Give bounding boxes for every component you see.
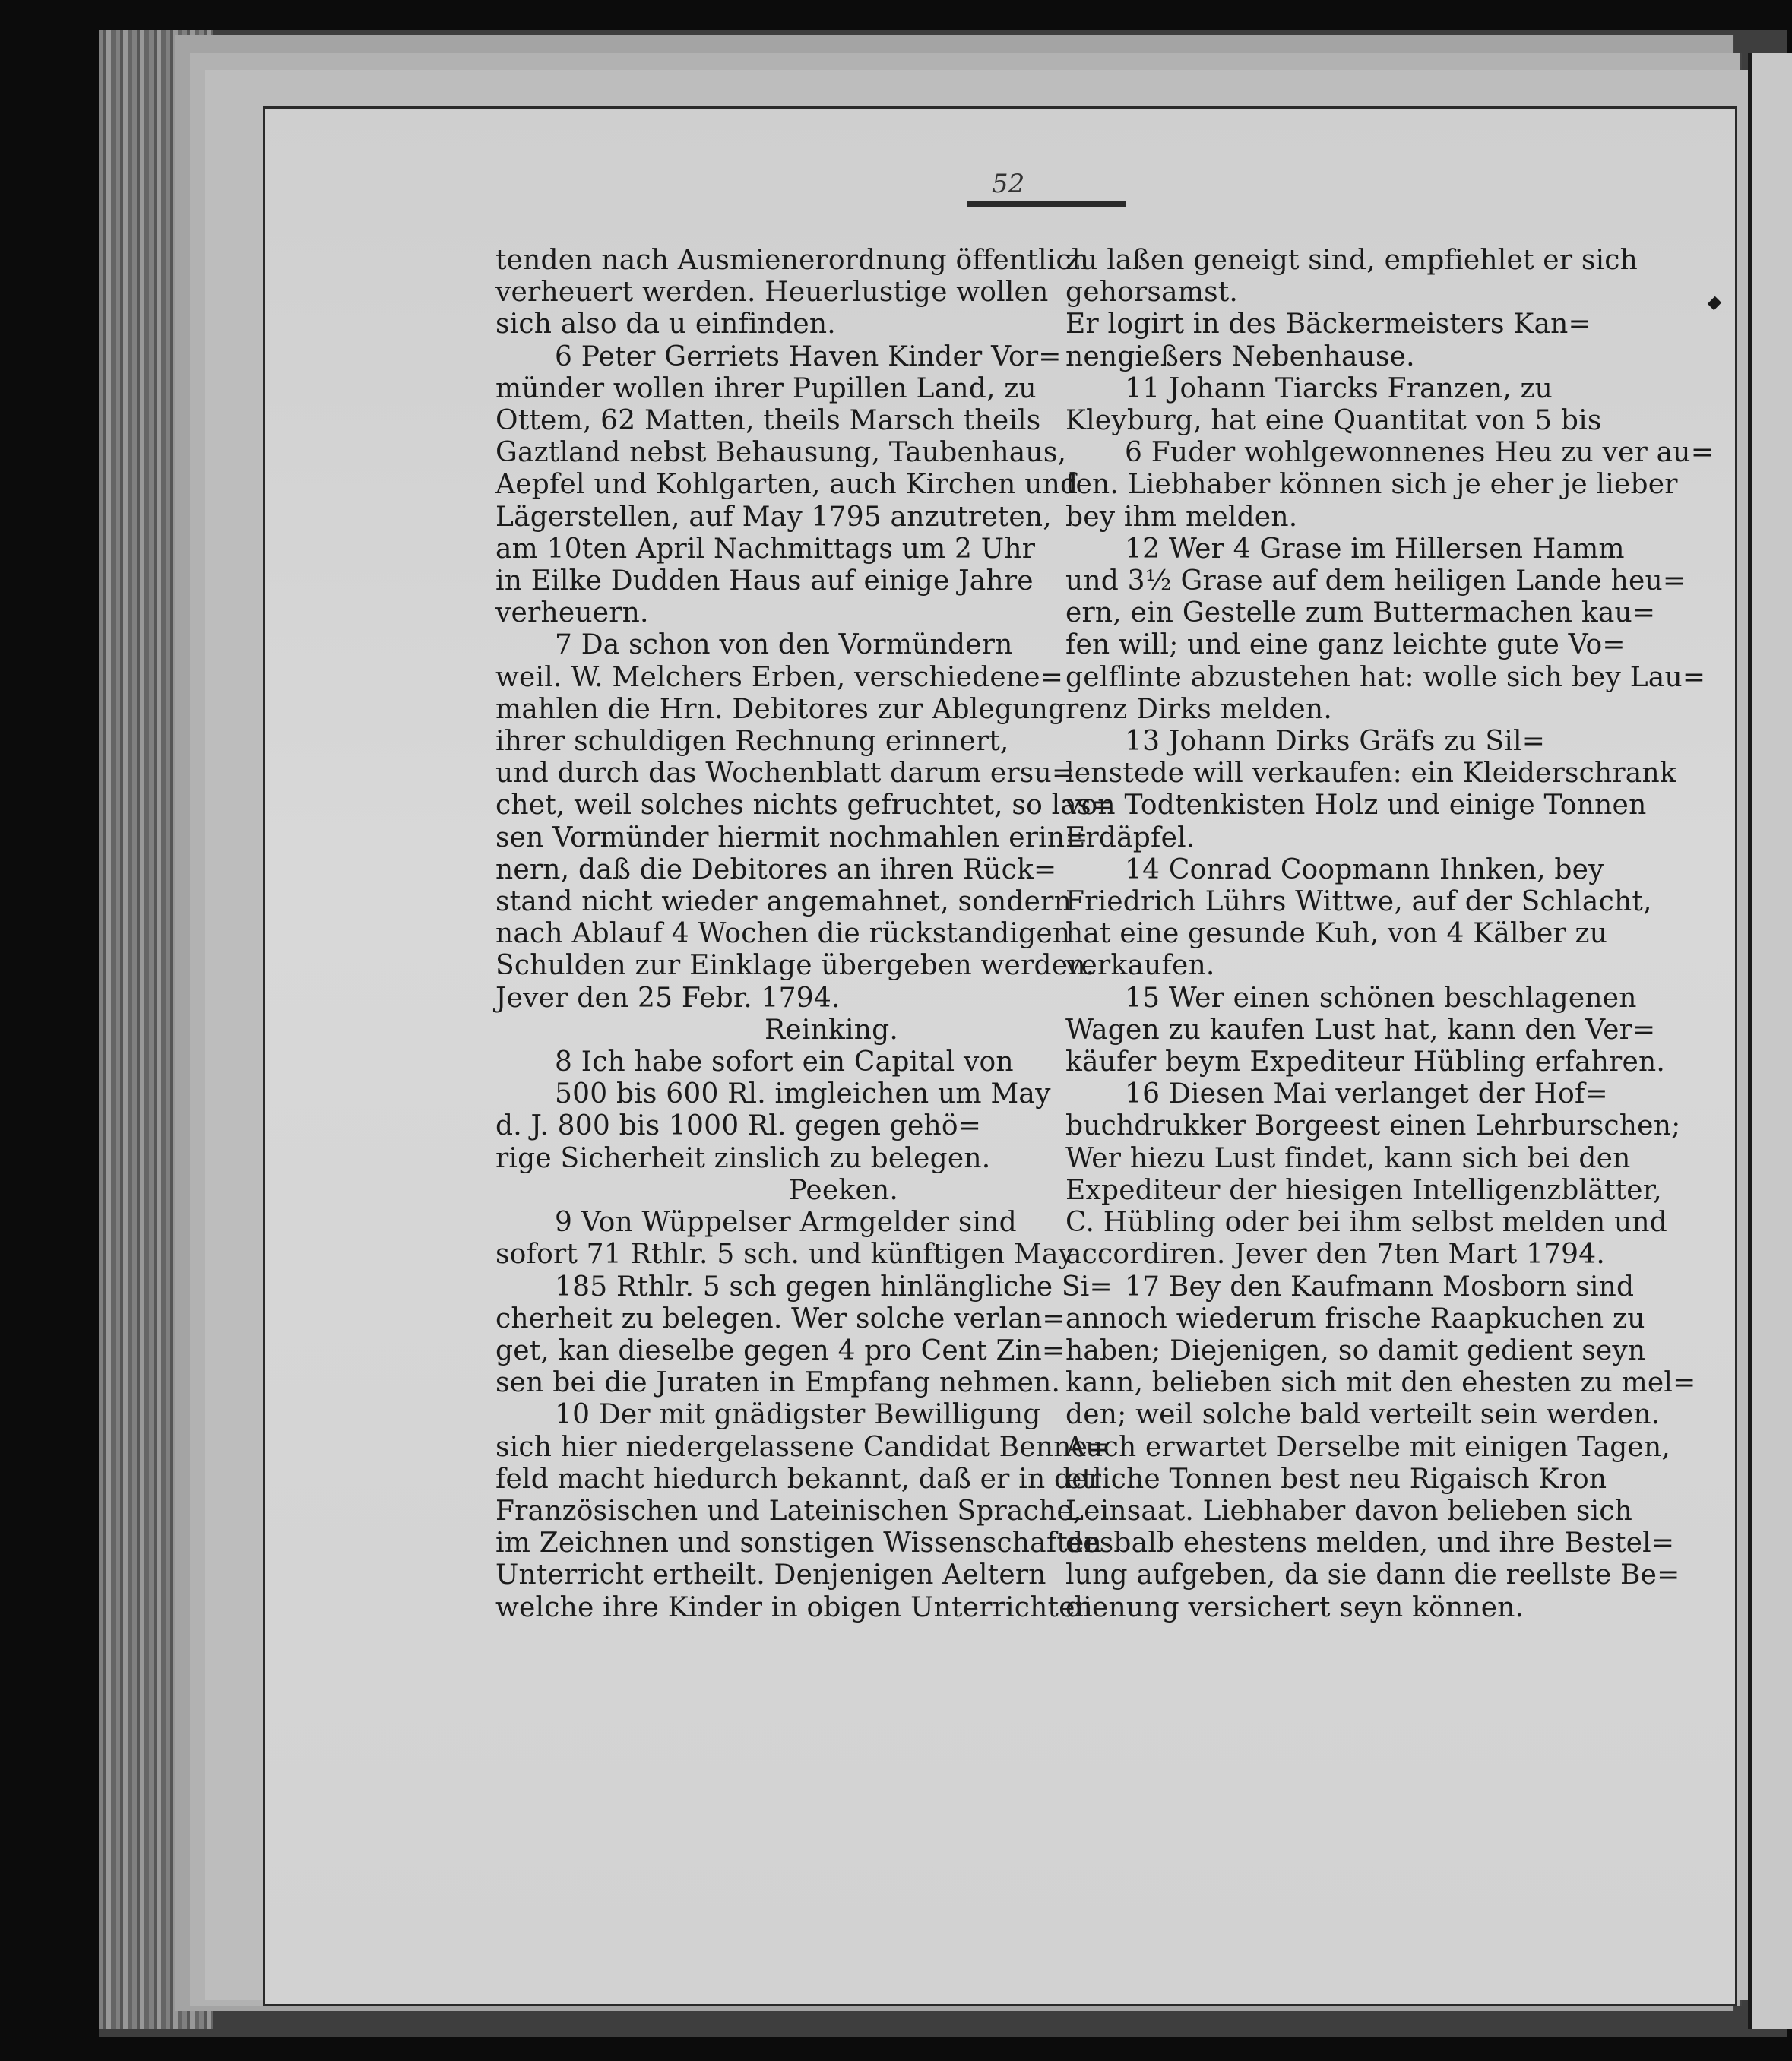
text-line: bey ihm melden. <box>1065 501 1298 533</box>
text-line: Friedrich Lührs Wittwe, auf der Schlacht, <box>1065 886 1652 918</box>
text-line: annoch wiederum frische Raapkuchen zu <box>1065 1303 1645 1334</box>
text-line: den; weil solche bald verteilt sein werden. <box>1065 1399 1661 1431</box>
text-line: verheuert werden. Heuerlustige wollen <box>495 277 1049 309</box>
text-line: 185 Rthlr. 5 sch gegen hinlängliche Si= <box>555 1271 1113 1303</box>
text-line: accordiren. Jever den 7ten Mart 1794. <box>1065 1239 1606 1271</box>
text-line: Ottem, 62 Matten, theils Marsch theils <box>495 405 1041 437</box>
text-line: ihrer schuldigen Rechnung erinnert, <box>495 726 1009 758</box>
text-line: im Zeichnen und sonstigen Wissenschaften <box>495 1528 1102 1559</box>
text-line: 11 Johann Tiarcks Franzen, zu <box>1125 372 1553 404</box>
text-line: 16 Diesen Mai verlanget der Hof= <box>1125 1078 1608 1110</box>
text-line: hat eine gesunde Kuh, von 4 Kälber zu <box>1065 918 1608 950</box>
text-line: Kleyburg, hat eine Quantitat von 5 bis <box>1065 405 1602 437</box>
text-line: Er logirt in des Bäckermeisters Kan= <box>1065 309 1591 340</box>
text-line: fen will; und eine ganz leichte gute Vo= <box>1065 629 1626 661</box>
text-line: am 10ten April Nachmittags um 2 Uhr <box>495 533 1036 565</box>
right-text-column <box>1065 245 1714 1624</box>
text-line: 500 bis 600 Rl. imgleichen um May <box>555 1078 1051 1110</box>
text-line: Schulden zur Einklage übergeben werden. <box>495 950 1095 982</box>
text-line: Gaztland nebst Behausung, Taubenhaus, <box>495 437 1067 469</box>
left-text-column <box>495 245 1115 1624</box>
text-line: Expediteur der hiesigen Intelligenzblätter, <box>1065 1174 1662 1206</box>
text-line: renz Dirks melden. <box>1065 693 1332 725</box>
text-line: verkaufen. <box>1065 950 1215 982</box>
text-line: lenstede will verkaufen: ein Kleiderschrank <box>1065 758 1676 790</box>
text-line: etliche Tonnen best neu Rigaisch Kron <box>1065 1463 1607 1495</box>
text-line: 13 Johann Dirks Gräfs zu Sil= <box>1125 726 1546 758</box>
text-line: haben; Diejenigen, so damit gedient seyn <box>1065 1334 1646 1366</box>
text-line: käufer beym Expediteur Hübling erfahren. <box>1065 1046 1666 1078</box>
text-line: von Todtenkisten Holz und einige Tonnen <box>1065 790 1647 822</box>
text-line: 7 Da schon von den Vormündern <box>555 629 1013 661</box>
text-line: und durch das Wochenblatt darum ersu= <box>495 758 1075 790</box>
text-line: Erdäpfel. <box>1065 822 1195 853</box>
text-line: chet, weil solches nichts gefruchtet, so las= <box>495 790 1115 822</box>
text-line: 9 Von Wüppelser Armgelder sind <box>555 1207 1017 1239</box>
text-line: Lägerstellen, auf May 1795 anzutreten, <box>495 501 1052 533</box>
text-line: buchdrukker Borgeest einen Lehrburschen; <box>1065 1110 1681 1142</box>
text-line: feld macht hiedurch bekannt, daß er in der <box>495 1463 1102 1495</box>
text-line: in Eilke Dudden Haus auf einige Jahre <box>495 565 1034 597</box>
text-line: cherheit zu belegen. Wer solche verlan= <box>495 1303 1065 1334</box>
text-line: mahlen die Hrn. Debitores zur Ablegung <box>495 693 1066 725</box>
text-line: sen bei die Juraten in Empfang nehmen. <box>495 1367 1061 1399</box>
text-line: sen Vormünder hiermit nochmahlen erin= <box>495 822 1088 853</box>
text-line: get, kan dieselbe gegen 4 pro Cent Zin= <box>495 1334 1065 1366</box>
text-line: ern, ein Gestelle zum Buttermachen kau= <box>1065 597 1656 629</box>
text-line: nern, daß die Debitores an ihren Rück= <box>495 853 1057 885</box>
text-line: Jever den 25 Febr. 1794. <box>495 982 841 1014</box>
text-line: Französischen und Lateinischen Sprache, <box>495 1495 1082 1527</box>
text-line: 12 Wer 4 Grase im Hillersen Hamm <box>1125 533 1625 565</box>
text-line: 15 Wer einen schönen beschlagenen <box>1125 982 1637 1014</box>
page-number: 52 <box>992 169 1025 199</box>
text-line: tenden nach Ausmienerordnung öffentlich <box>495 245 1090 276</box>
text-line: Wer hiezu Lust findet, kann sich bei den <box>1065 1142 1631 1174</box>
text-line: sich hier niedergelassene Candidat Benne= <box>495 1431 1111 1463</box>
text-line: 6 Fuder wohlgewonnenes Heu zu ver au= <box>1125 437 1714 469</box>
text-line: Leinsaat. Liebhaber davon belieben sich <box>1065 1495 1633 1527</box>
text-line: und 3½ Grase auf dem heiligen Lande heu= <box>1065 565 1686 597</box>
text-line: d. J. 800 bis 1000 Rl. gegen gehö= <box>495 1110 982 1142</box>
text-line: Auch erwartet Derselbe mit einigen Tagen, <box>1065 1431 1671 1463</box>
text-line: C. Hübling oder bei ihm selbst melden und <box>1065 1207 1668 1239</box>
text-line: Reinking. <box>765 1014 898 1046</box>
text-line: fen. Liebhaber können sich je eher je lieber <box>1065 469 1678 501</box>
text-line: welche ihre Kinder in obigen Unterrichten <box>495 1591 1094 1623</box>
text-line: desbalb ehestens melden, und ihre Bestel= <box>1065 1528 1675 1559</box>
facing-page-edge <box>1748 53 1792 2029</box>
text-line: münder wollen ihrer Pupillen Land, zu <box>495 372 1037 404</box>
text-line: verheuern. <box>495 597 649 629</box>
header-rule <box>967 201 1126 207</box>
text-line: Aepfel und Kohlgarten, auch Kirchen und <box>495 469 1078 501</box>
text-line: 10 Der mit gnädigster Bewilligung <box>555 1399 1041 1431</box>
text-line: rige Sicherheit zinslich zu belegen. <box>495 1142 991 1174</box>
text-line: 6 Peter Gerriets Haven Kinder Vor= <box>555 340 1062 372</box>
text-line: gelflinte abzustehen hat: wolle sich bey Lau= <box>1065 661 1706 693</box>
text-line: nengießers Nebenhause. <box>1065 340 1415 372</box>
text-line: stand nicht wieder angemahnet, sondern <box>495 886 1072 918</box>
text-line: sich also da u einfinden. <box>495 309 836 340</box>
text-line: weil. W. Melchers Erben, verschiedene= <box>495 661 1064 693</box>
text-line: Peeken. <box>788 1174 898 1206</box>
text-line: 8 Ich habe sofort ein Capital von <box>555 1046 1014 1078</box>
text-line: 17 Bey den Kaufmann Mosborn sind <box>1125 1271 1635 1303</box>
text-line: dienung versichert seyn können. <box>1065 1591 1524 1623</box>
text-line: zu laßen geneigt sind, empfiehlet er sich <box>1065 245 1638 276</box>
text-line: Wagen zu kaufen Lust hat, kann den Ver= <box>1065 1014 1656 1046</box>
text-line: gehorsamst. <box>1065 277 1239 309</box>
text-line: lung aufgeben, da sie dann die reellste Be= <box>1065 1559 1680 1591</box>
text-line: 14 Conrad Coopmann Ihnken, bey <box>1125 853 1604 885</box>
text-line: Unterricht ertheilt. Denjenigen Aeltern <box>495 1559 1046 1591</box>
text-line: kann, belieben sich mit den ehesten zu mel= <box>1065 1367 1696 1399</box>
text-line: nach Ablauf 4 Wochen die rückstandigen <box>495 918 1071 950</box>
text-line: sofort 71 Rthlr. 5 sch. und künftigen May <box>495 1239 1075 1271</box>
